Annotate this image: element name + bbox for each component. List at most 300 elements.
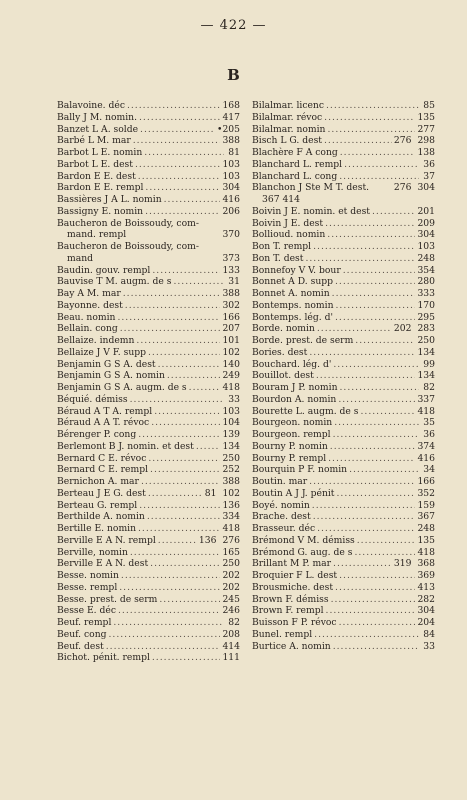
entry-page-number: 140	[222, 358, 240, 370]
entry-name: Brasseur. déc	[252, 523, 316, 534]
entry-page-number: 418	[222, 523, 240, 534]
entry-page-number: 246	[222, 605, 240, 617]
entry-page-number: 104	[222, 417, 240, 429]
entry-page-number: 333	[417, 288, 435, 299]
entry-name: Borde. prest. de serm	[252, 335, 354, 346]
entry-page-number: 373	[222, 252, 240, 264]
entry-name: Baucheron de Boissoudy, com-	[57, 217, 199, 229]
entry-name: Berville E A N. dest	[57, 558, 149, 570]
leader-dots	[343, 265, 416, 277]
entry-page-number: 414	[222, 640, 240, 652]
entry-page-number: 202	[222, 570, 240, 581]
entry-page-number: 166	[417, 476, 435, 487]
entry-name: Bally J M. nomin.	[57, 111, 138, 123]
index-entry	[252, 229, 435, 241]
entry-name: Besse E. déc	[57, 605, 116, 617]
entry-page-number: 37	[423, 170, 435, 182]
entry-page-number: 136	[222, 499, 240, 511]
index-entry	[57, 382, 240, 394]
leader-dots	[326, 605, 416, 617]
leader-dots	[145, 182, 220, 194]
index-entry	[252, 335, 435, 347]
index-entry	[57, 359, 240, 371]
leader-dots	[145, 206, 220, 218]
index-entry	[252, 464, 435, 476]
entry-name: Brillant M P. mar	[252, 558, 332, 570]
entry-name: Bassières J A L. nomin	[57, 194, 162, 205]
leader-dots	[120, 323, 221, 335]
index-entry	[57, 135, 240, 147]
entry-name: Béquié. démiss	[57, 393, 128, 405]
entry-name: Boivin J E. nomin. et dest	[252, 205, 370, 217]
index-entry	[252, 241, 435, 253]
entry-page-number: 369	[417, 570, 435, 581]
leader-dots	[151, 417, 220, 429]
entry-page-number: 282	[417, 593, 435, 605]
entry-page-number: 304	[417, 182, 435, 194]
page-number: — 422 —	[200, 18, 267, 33]
leader-dots	[316, 370, 416, 382]
entry-page-number: 250	[222, 558, 240, 570]
section-letter: B	[227, 66, 240, 84]
leader-dots	[133, 135, 221, 147]
index-entry	[57, 652, 240, 664]
entry-name: Bourette L. augm. de s	[252, 405, 359, 417]
index-entry	[57, 265, 240, 277]
index-entry	[57, 629, 240, 641]
index-entry	[252, 582, 435, 594]
index-entry	[252, 147, 435, 159]
index-entry	[57, 394, 240, 406]
leader-dots	[327, 124, 415, 136]
entry-name: Beau. nomin	[57, 311, 116, 323]
index-entry	[252, 429, 435, 441]
entry-page-ref: 276	[393, 182, 412, 194]
index-entry	[252, 100, 435, 112]
entry-page-number: 82	[423, 382, 435, 393]
entry-name: Bertille E. nomin	[57, 523, 137, 534]
entry-page-number: 280	[417, 276, 435, 288]
entry-page-number: 337	[417, 393, 435, 405]
entry-name: Brémond V M. démiss	[252, 534, 355, 546]
leader-dots	[333, 641, 419, 653]
entry-page-number: 33	[423, 640, 435, 652]
index-entry	[252, 488, 435, 500]
entry-page-number: 36	[423, 158, 435, 170]
index-entry	[252, 347, 435, 359]
entry-page-number: 302	[222, 299, 240, 311]
index-entry	[57, 241, 240, 253]
leader-dots	[372, 206, 415, 218]
entry-name: Bardon E E. dest	[57, 170, 136, 182]
leader-dots	[317, 323, 392, 335]
entry-name: Bauvise T M. augm. de s	[57, 276, 172, 288]
entry-page-number: 202	[222, 581, 240, 593]
index-entry	[57, 417, 240, 429]
entry-name: Berthilde A. nomin	[57, 511, 145, 523]
leader-dots	[150, 558, 220, 570]
index-entry	[57, 582, 240, 594]
entry-name: Bayonne. dest	[57, 299, 123, 311]
entry-name: Banzet L A. solde	[57, 123, 139, 135]
leader-dots	[123, 288, 221, 300]
leader-dots	[139, 500, 220, 512]
entry-name: Besse. nomin	[57, 570, 119, 581]
entry-page-number: 103	[222, 405, 240, 417]
index-entry	[252, 570, 435, 582]
index-entry	[252, 194, 435, 206]
index-entry	[252, 171, 435, 183]
entry-page-number: 413	[417, 581, 435, 593]
leader-dots	[196, 441, 221, 453]
leader-dots	[335, 276, 415, 288]
leader-dots	[154, 406, 220, 418]
entry-name: Brache. dest	[252, 511, 311, 523]
leader-dots	[334, 417, 419, 429]
entry-page-number: 245	[222, 593, 240, 605]
entry-page-number: 283	[417, 323, 435, 335]
index-entry	[57, 229, 240, 241]
entry-name: Borde. nomin	[252, 323, 315, 335]
index-entry	[252, 253, 435, 265]
entry-name: mand. rempl	[67, 229, 127, 241]
index-entry	[252, 394, 435, 406]
entry-page-number: 417	[222, 111, 240, 123]
entry-name: Bourny P. rempl	[252, 452, 327, 464]
entry-name: Beuf. cong	[57, 628, 107, 640]
entry-name: Bourquin P F. nomin	[252, 464, 348, 476]
leader-dots	[117, 312, 220, 324]
entry-name: Broquier F L. dest	[252, 570, 338, 581]
entry-name: Bourgeon. nomin	[252, 417, 333, 429]
entry-page-number: 134	[417, 370, 435, 382]
leader-dots	[148, 453, 220, 465]
index-entry	[252, 535, 435, 547]
entry-page-ref: 81	[204, 487, 217, 499]
leader-dots	[167, 370, 221, 382]
index-entry	[57, 182, 240, 194]
leader-dots	[147, 511, 221, 523]
index-column-right	[252, 100, 435, 652]
leader-dots	[144, 147, 224, 159]
entry-name: Bourgeon. rempl	[252, 429, 331, 440]
index-entry	[57, 453, 240, 465]
entry-page-number: 138	[417, 147, 435, 158]
index-entry	[252, 370, 435, 382]
index-entry	[57, 641, 240, 653]
entry-name: Boutin. mar	[252, 476, 308, 487]
leader-dots	[164, 194, 221, 206]
entry-page-number: 35	[423, 417, 435, 429]
entry-name: Bon T. rempl	[252, 241, 312, 252]
entry-page-number: 304	[417, 229, 435, 241]
entry-page-number: 134	[417, 346, 435, 358]
leader-dots	[338, 394, 415, 406]
entry-name: Beuf. dest	[57, 640, 104, 652]
entry-page-ref: 276	[393, 135, 412, 147]
entry-name: Bontemps. nomin	[252, 299, 334, 311]
leader-dots	[313, 241, 415, 253]
leader-dots	[309, 347, 415, 359]
entry-name: Blanchon J Ste M T. dest.	[252, 182, 370, 194]
entry-name: Barbot L E. nomin	[57, 147, 143, 158]
entry-page-number: 248	[417, 252, 435, 264]
entry-name: Barbé L M. mar	[57, 135, 131, 147]
entry-page-number: 103	[222, 170, 240, 182]
entry-name: Bellain. cong	[57, 323, 118, 335]
entry-name: Bunel. rempl	[252, 628, 313, 640]
leader-dots	[317, 523, 415, 535]
index-entry	[57, 523, 240, 535]
entry-name: Bouchard. lég. d'	[252, 358, 332, 370]
entry-name: Berville, nomin	[57, 546, 128, 558]
index-entry	[57, 276, 240, 288]
index-entry	[57, 288, 240, 300]
index-entry	[57, 300, 240, 312]
entry-page-number: 298	[417, 135, 435, 147]
leader-dots	[158, 359, 221, 371]
leader-dots	[327, 229, 415, 241]
entry-page-number: 416	[417, 452, 435, 464]
entry-page-number: 248	[417, 523, 435, 534]
entry-page-number: 135	[417, 111, 435, 123]
leader-dots	[158, 535, 197, 547]
leader-dots	[125, 300, 221, 312]
entry-name: Bourny P. nomin	[252, 440, 328, 452]
index-entry	[57, 535, 240, 547]
entry-page-number: 367	[417, 511, 435, 523]
index-entry	[252, 135, 435, 147]
entry-name: Bontemps. lég. d'	[252, 311, 333, 323]
entry-page-number: 204	[417, 617, 435, 628]
index-entry	[57, 323, 240, 335]
index-entry	[252, 605, 435, 617]
index-entry	[252, 218, 435, 230]
index-entry	[252, 558, 435, 570]
leader-dots	[139, 112, 220, 124]
index-column-left	[57, 100, 240, 664]
entry-page-number: 277	[417, 123, 435, 135]
entry-page-number: 168	[222, 100, 240, 111]
entry-page-number: 170	[417, 299, 435, 311]
entry-page-number: 374	[417, 440, 435, 452]
entry-page-number: 416	[222, 194, 240, 205]
index-entry	[57, 370, 240, 382]
index-entry	[57, 206, 240, 218]
entry-name: Benjamin G S A. augm. de s	[57, 382, 187, 393]
entry-name: Bories. dest	[252, 346, 308, 358]
index-entry	[252, 641, 435, 653]
leader-dots	[324, 135, 392, 147]
entry-name: Bichot. pénit. rempl	[57, 652, 150, 664]
entry-page-number: 82	[228, 617, 240, 628]
index-entry	[57, 558, 240, 570]
entry-page-number: 250	[417, 335, 435, 346]
entry-name: Bouillot. dest	[252, 370, 314, 382]
index-entry	[252, 159, 435, 171]
index-entry	[57, 112, 240, 124]
entry-page-ref: 202	[393, 323, 412, 335]
entry-name: Bourdon A. nomin	[252, 393, 337, 405]
index-entry	[252, 312, 435, 324]
leader-dots	[333, 359, 419, 371]
entry-page-number: 206	[222, 205, 240, 217]
leader-dots	[332, 288, 416, 300]
entry-name: Brousmiche. dest	[252, 581, 334, 593]
entry-name: Blanchard L. cong	[252, 170, 338, 182]
leader-dots	[333, 429, 419, 441]
entry-name: Baucheron de Boissoudy, com-	[57, 241, 199, 252]
leader-dots	[140, 124, 215, 136]
entry-page-number: 252	[222, 464, 240, 476]
leader-dots	[138, 171, 221, 183]
index-entry	[57, 312, 240, 324]
index-entry	[252, 476, 435, 488]
entry-name: Bellaize. indemn	[57, 335, 135, 346]
entry-page-number: 418	[222, 382, 240, 393]
entry-page-number: 33	[228, 393, 240, 405]
entry-page-number: 276	[222, 534, 240, 546]
index-entry	[57, 171, 240, 183]
entry-page-number: 133	[222, 264, 240, 276]
index-entry	[252, 182, 435, 194]
index-entry	[252, 594, 435, 606]
entry-name: Boyé. nomin	[252, 499, 310, 511]
entry-page-number: 99	[423, 358, 435, 370]
index-entry	[57, 511, 240, 523]
entry-page-number: 81	[228, 147, 240, 158]
leader-dots	[159, 594, 220, 606]
entry-page-number: 166	[222, 311, 240, 323]
leader-dots	[324, 112, 415, 124]
entry-page-number: 304	[222, 182, 240, 194]
index-entry	[57, 429, 240, 441]
index-entry	[57, 476, 240, 488]
leader-dots	[339, 570, 415, 582]
leader-dots	[312, 500, 416, 512]
entry-name: Berteau J E G. dest	[57, 487, 146, 499]
leader-dots	[349, 464, 419, 476]
entry-page-number: 103	[222, 158, 240, 170]
index-entry	[252, 523, 435, 535]
entry-name: Bilalmar. nomin	[252, 123, 326, 135]
entry-name: Bisch L G. dest	[252, 135, 322, 147]
entry-name: Boivin J E. dest	[252, 217, 324, 229]
entry-page-number: 103	[417, 241, 435, 252]
entry-name: Buisson F P. révoc	[252, 617, 337, 628]
leader-dots	[148, 347, 220, 359]
entry-name: Benjamin G S A. nomin	[57, 370, 165, 382]
index-entry	[57, 441, 240, 453]
index-entry	[252, 617, 435, 629]
entry-name: Bardon E E. rempl	[57, 182, 144, 194]
entry-page-number: 418	[417, 405, 435, 417]
index-entry	[57, 570, 240, 582]
entry-name: Béraud A T A. rempl	[57, 405, 153, 417]
leader-dots	[138, 429, 220, 441]
entry-page-number: 165	[222, 546, 240, 558]
index-entry	[252, 323, 435, 335]
entry-name: Bilalmar. licenc	[252, 100, 324, 111]
index-entry	[252, 511, 435, 523]
entry-name: Bouram J P. nomin	[252, 382, 338, 393]
entry-page-number: 388	[222, 476, 240, 487]
leader-dots	[330, 441, 416, 453]
entry-page-number: 102	[222, 346, 240, 358]
entry-name: mand	[67, 252, 93, 264]
index-entry	[57, 194, 240, 206]
leader-dots	[355, 335, 415, 347]
leader-dots	[333, 558, 392, 570]
index-entry	[57, 488, 240, 500]
index-entry	[57, 218, 240, 230]
entry-name: Béraud A A T. révoc	[57, 417, 150, 429]
entry-name: Balavoine. déc	[57, 100, 125, 111]
entry-page-number: 201	[417, 205, 435, 217]
leader-dots	[141, 476, 221, 488]
index-entry	[57, 124, 240, 136]
index-entry	[57, 617, 240, 629]
entry-name: Blanchard L. rempl	[252, 158, 343, 170]
entry-page-number: 208	[222, 628, 240, 640]
leader-dots	[336, 300, 416, 312]
leader-dots	[357, 535, 416, 547]
entry-page-number: 249	[222, 370, 240, 382]
entry-name: Bérenger P. cong	[57, 429, 137, 440]
index-entry	[57, 594, 240, 606]
index-entry	[57, 347, 240, 359]
leader-dots	[138, 523, 220, 535]
leader-dots	[335, 582, 415, 594]
entry-page-number: 159	[417, 499, 435, 511]
entry-name: 367 414	[262, 194, 300, 205]
entry-page-number: 207	[222, 323, 240, 335]
entry-name: Bassigny E. nomin	[57, 205, 144, 217]
index-entry	[252, 500, 435, 512]
leader-dots	[152, 265, 220, 277]
leader-dots	[113, 617, 224, 629]
entry-page-number: 209	[417, 217, 435, 229]
index-entry	[57, 253, 240, 265]
leader-dots	[354, 547, 415, 559]
leader-dots	[337, 488, 416, 500]
leader-dots	[152, 652, 221, 664]
leader-dots	[150, 464, 220, 476]
entry-page-number: 102	[222, 487, 240, 499]
entry-page-number: 370	[222, 229, 240, 241]
entry-page-number: 139	[222, 429, 240, 440]
index-entry	[57, 605, 240, 617]
leader-dots	[130, 394, 224, 406]
entry-name: Bellaize J V F. supp	[57, 346, 147, 358]
index-entry	[252, 382, 435, 394]
leader-dots	[325, 218, 415, 230]
entry-name: Baudin. gouv. rempl	[57, 264, 151, 276]
index-entry	[252, 441, 435, 453]
index-entry	[252, 276, 435, 288]
entry-page-number: 388	[222, 288, 240, 299]
index-entry	[57, 335, 240, 347]
entry-page-ref: 319	[393, 558, 412, 570]
index-entry	[57, 500, 240, 512]
entry-name: Brown F. rempl	[252, 605, 324, 617]
leader-dots	[335, 312, 415, 324]
entry-page-number: 334	[222, 511, 240, 523]
entry-page-number: 101	[222, 335, 240, 346]
entry-name: Bernard C E. révoc	[57, 452, 147, 464]
index-entry	[252, 547, 435, 559]
leader-dots	[135, 159, 221, 171]
